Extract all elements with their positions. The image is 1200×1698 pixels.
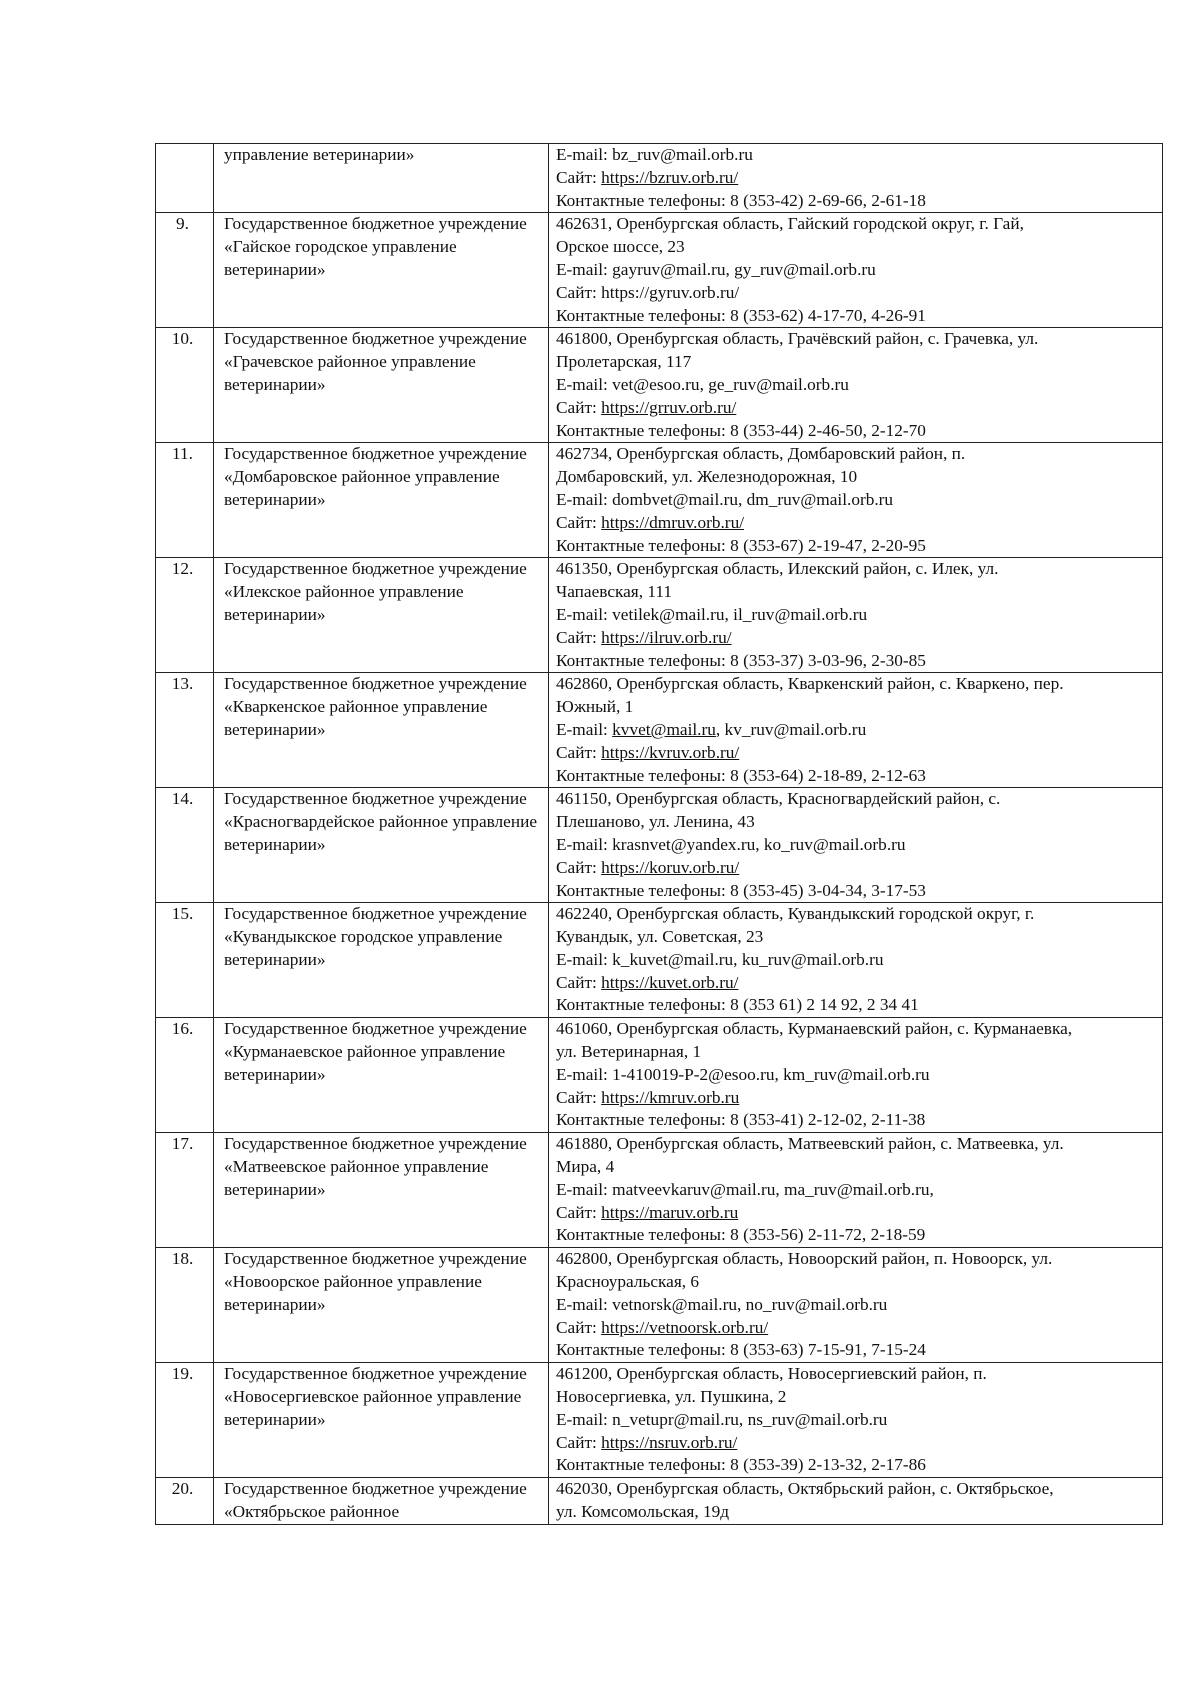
contact-info	[549, 213, 1163, 328]
email-label: E-mail:	[556, 1294, 613, 1314]
email-line	[556, 1409, 1158, 1432]
organization-name: Государственное бюджетное учреждение «Кувандыкское городское управление ветеринарии»	[214, 903, 549, 1018]
site-line	[556, 167, 1158, 190]
organization-name: Государственное бюджетное учреждение «Курманаевское районное управление ветеринарии»	[214, 1018, 549, 1133]
row-number: 13.	[156, 673, 214, 788]
address-line: Мира, 4	[556, 1157, 615, 1177]
email-address: dombvet@mail.ru, dm_ruv@mail.orb.ru	[612, 489, 894, 509]
organization-name: Государственное бюджетное учреждение «Кваркенское районное управление ветеринарии»	[214, 673, 549, 788]
site-link[interactable]: https://ilruv.orb.ru/	[601, 627, 732, 647]
table-row	[156, 328, 1163, 443]
organization-name: Государственное бюджетное учреждение «Гайское городское управление ветеринарии»	[214, 213, 549, 328]
address-line: Плешаново, ул. Ленина, 43	[556, 812, 755, 832]
contact-info	[549, 558, 1163, 673]
table-row	[156, 1018, 1163, 1133]
row-number: 19.	[156, 1363, 214, 1478]
organization-name: управление ветеринарии»	[214, 144, 549, 213]
site-link[interactable]: https://maruv.orb.ru	[601, 1202, 739, 1222]
organization-name: Государственное бюджетное учреждение «Новоорское районное управление ветеринарии»	[214, 1248, 549, 1363]
email-label: E-mail:	[556, 145, 613, 164]
email-line	[556, 949, 1158, 972]
email-label: E-mail:	[556, 259, 613, 279]
email-line	[556, 604, 1158, 627]
phones-line: Контактные телефоны: 8 (353-42) 2-69-66, 2-61-18	[556, 190, 926, 210]
address-line: 461200, Оренбургская область, Новосергиевский район, п.	[556, 1364, 987, 1384]
phones-line: Контактные телефоны: 8 (353-39) 2-13-32, 2-17-86	[556, 1455, 926, 1475]
phones-line: Контактные телефоны: 8 (353-62) 4-17-70, 4-26-91	[556, 305, 926, 325]
site-link[interactable]: https://kvruv.orb.ru/	[601, 742, 740, 762]
site-line	[556, 742, 1158, 765]
row-number: 16.	[156, 1018, 214, 1133]
phones-line: Контактные телефоны: 8 (353-56) 2-11-72, 2-18-59	[556, 1225, 926, 1245]
row-number: 11.	[156, 443, 214, 558]
row-number: 17.	[156, 1133, 214, 1248]
organization-name: Государственное бюджетное учреждение «Илекское районное управление ветеринарии»	[214, 558, 549, 673]
veterinary-institutions-table	[155, 143, 1163, 1525]
site-line	[556, 1317, 1158, 1340]
site-label: Сайт:	[556, 1087, 602, 1107]
contact-info	[549, 328, 1163, 443]
contact-info	[549, 1363, 1163, 1478]
site-line	[556, 972, 1158, 995]
address-line: 461060, Оренбургская область, Курманаевский район, с. Курманаевка,	[556, 1019, 1073, 1039]
email-line	[556, 834, 1158, 857]
address-line: Пролетарская, 117	[556, 352, 692, 372]
row-number	[156, 144, 214, 213]
email-label: E-mail:	[556, 719, 613, 739]
site-line	[556, 1432, 1158, 1455]
address-line: 461350, Оренбургская область, Илекский район, с. Илек, ул.	[556, 559, 999, 579]
email-address: , kv_ruv@mail.orb.ru	[715, 719, 867, 739]
organization-name: Государственное бюджетное учреждение «Новосергиевское районное управление ветеринарии»	[214, 1363, 549, 1478]
site-label: Сайт:	[556, 512, 602, 532]
row-number: 12.	[156, 558, 214, 673]
address-line: 462631, Оренбургская область, Гайский городской округ, г. Гай,	[556, 214, 1024, 234]
organization-name: Государственное бюджетное учреждение «Матвеевское районное управление ветеринарии»	[214, 1133, 549, 1248]
email-address: gayruv@mail.ru, gy_ruv@mail.orb.ru	[612, 259, 876, 279]
site-label: Сайт:	[556, 627, 602, 647]
phones-line: Контактные телефоны: 8 (353-37) 3-03-96, 2-30-85	[556, 650, 926, 670]
email-line	[556, 489, 1158, 512]
phones-line: Контактные телефоны: 8 (353-41) 2-12-02, 2-11-38	[556, 1110, 926, 1130]
address-line: 461150, Оренбургская область, Красногвардейский район, с.	[556, 789, 1001, 809]
email-address: 1-410019-P-2@esoo.ru, km_ruv@mail.orb.ru	[612, 1064, 930, 1084]
row-number: 10.	[156, 328, 214, 443]
contact-info	[549, 144, 1163, 213]
table-row	[156, 788, 1163, 903]
email-line	[556, 1294, 1158, 1317]
site-link[interactable]: https://vetnoorsk.orb.ru/	[601, 1317, 769, 1337]
site-label: Сайт:	[556, 1202, 602, 1222]
email-link[interactable]: kvvet@mail.ru	[612, 719, 716, 739]
phones-line: Контактные телефоны: 8 (353-45) 3-04-34, 3-17-53	[556, 880, 926, 900]
site-line	[556, 397, 1158, 420]
site-label: Сайт:	[556, 1432, 602, 1452]
contact-info	[549, 788, 1163, 903]
address-line: Красноуральская, 6	[556, 1272, 700, 1292]
address-line: ул. Ветеринарная, 1	[556, 1042, 702, 1062]
phones-line: Контактные телефоны: 8 (353-44) 2-46-50, 2-12-70	[556, 420, 926, 440]
email-address: n_vetupr@mail.ru, ns_ruv@mail.orb.ru	[612, 1409, 888, 1429]
site-line	[556, 1087, 1158, 1110]
table-row	[156, 1133, 1163, 1248]
address-line: Южный, 1	[556, 697, 634, 717]
email-address: vetilek@mail.ru, il_ruv@mail.orb.ru	[612, 604, 868, 624]
organization-name: Государственное бюджетное учреждение «Грачевское районное управление ветеринарии»	[214, 328, 549, 443]
email-label: E-mail:	[556, 374, 613, 394]
email-address: vetnorsk@mail.ru, no_ruv@mail.orb.ru	[612, 1294, 888, 1314]
contact-info	[549, 1018, 1163, 1133]
table-row	[156, 903, 1163, 1018]
email-label: E-mail:	[556, 949, 613, 969]
email-address: bz_ruv@mail.orb.ru	[612, 145, 753, 164]
contact-info	[549, 1478, 1163, 1525]
email-label: E-mail:	[556, 604, 613, 624]
row-number: 20.	[156, 1478, 214, 1525]
site-link[interactable]: https://koruv.orb.ru/	[601, 857, 740, 877]
site-link[interactable]: https://kmruv.orb.ru	[601, 1087, 740, 1107]
table-row	[156, 144, 1163, 213]
site-label: Сайт:	[556, 857, 602, 877]
email-label: E-mail:	[556, 834, 613, 854]
site-line	[556, 627, 1158, 650]
email-line	[556, 1064, 1158, 1087]
phones-line: Контактные телефоны: 8 (353-67) 2-19-47, 2-20-95	[556, 535, 926, 555]
email-line	[556, 144, 1158, 167]
address-line: Чапаевская, 111	[556, 582, 673, 602]
email-address: k_kuvet@mail.ru, ku_ruv@mail.orb.ru	[612, 949, 884, 969]
row-number: 15.	[156, 903, 214, 1018]
site-label: Сайт:	[556, 1317, 602, 1337]
email-label: E-mail:	[556, 1409, 613, 1429]
email-address: matveevkaruv@mail.ru, ma_ruv@mail.orb.ru,	[612, 1179, 934, 1199]
site-line	[556, 282, 1158, 305]
address-line: Орское шоссе, 23	[556, 237, 685, 257]
address-line: Кувандык, ул. Советская, 23	[556, 927, 764, 947]
address-line: 461880, Оренбургская область, Матвеевский район, с. Матвеевка, ул.	[556, 1134, 1064, 1154]
phones-line: Контактные телефоны: 8 (353-64) 2-18-89, 2-12-63	[556, 765, 926, 785]
email-address: vet@esoo.ru, ge_ruv@mail.orb.ru	[612, 374, 849, 394]
organization-name: Государственное бюджетное учреждение «Домбаровское районное управление ветеринарии»	[214, 443, 549, 558]
site-label: Сайт:	[556, 742, 602, 762]
email-line	[556, 719, 1158, 742]
email-label: E-mail:	[556, 1179, 613, 1199]
address-line: Новосергиевка, ул. Пушкина, 2	[556, 1387, 787, 1407]
address-line: 461800, Оренбургская область, Грачёвский район, с. Грачевка, ул.	[556, 329, 1039, 349]
site-link[interactable]: https://gyruv.orb.ru/	[601, 282, 740, 302]
organization-name: Государственное бюджетное учреждение «Октябрьское районное	[214, 1478, 549, 1525]
table-row	[156, 1363, 1163, 1478]
site-label: Сайт:	[556, 972, 602, 992]
site-line	[556, 857, 1158, 880]
site-link[interactable]: https://bzruv.orb.ru/	[601, 167, 739, 187]
site-label: Сайт:	[556, 167, 602, 187]
address-line: 462240, Оренбургская область, Кувандыкский городской округ, г.	[556, 904, 1035, 924]
email-line	[556, 259, 1158, 282]
email-line	[556, 374, 1158, 397]
site-link[interactable]: https://dmruv.orb.ru/	[601, 512, 745, 532]
address-line: ул. Комсомольская, 19д	[556, 1502, 730, 1522]
site-line	[556, 512, 1158, 535]
table-row	[156, 558, 1163, 673]
contact-info	[549, 903, 1163, 1018]
table-row	[156, 443, 1163, 558]
row-number: 14.	[156, 788, 214, 903]
site-link[interactable]: https://nsruv.orb.ru/	[601, 1432, 738, 1452]
contact-info	[549, 673, 1163, 788]
table-row	[156, 213, 1163, 328]
table-body	[156, 144, 1163, 1525]
row-number: 9.	[156, 213, 214, 328]
address-line: 462030, Оренбургская область, Октябрьский район, с. Октябрьское,	[556, 1479, 1054, 1499]
phones-line: Контактные телефоны: 8 (353-63) 7-15-91, 7-15-24	[556, 1340, 926, 1360]
organization-name: Государственное бюджетное учреждение «Красногвардейское районное управление ветеринарии»	[214, 788, 549, 903]
contact-info	[549, 443, 1163, 558]
address-line: 462734, Оренбургская область, Домбаровский район, п.	[556, 444, 966, 464]
contact-info	[549, 1248, 1163, 1363]
table-row	[156, 673, 1163, 788]
email-line	[556, 1179, 1158, 1202]
site-line	[556, 1202, 1158, 1225]
contact-info	[549, 1133, 1163, 1248]
email-address: krasnvet@yandex.ru, ko_ruv@mail.orb.ru	[612, 834, 906, 854]
phones-line: Контактные телефоны: 8 (353 61) 2 14 92, 2 34 41	[556, 995, 919, 1015]
row-number: 18.	[156, 1248, 214, 1363]
site-link[interactable]: https://grruv.orb.ru/	[601, 397, 737, 417]
site-label: Сайт:	[556, 282, 602, 302]
address-line: 462800, Оренбургская область, Новоорский район, п. Новоорск, ул.	[556, 1249, 1053, 1269]
email-label: E-mail:	[556, 489, 613, 509]
site-label: Сайт:	[556, 397, 602, 417]
address-line: 462860, Оренбургская область, Кваркенский район, с. Кваркено, пер.	[556, 674, 1064, 694]
table-row	[156, 1478, 1163, 1525]
email-label: E-mail:	[556, 1064, 613, 1084]
site-link[interactable]: https://kuvet.orb.ru/	[601, 972, 739, 992]
table-row	[156, 1248, 1163, 1363]
address-line: Домбаровский, ул. Железнодорожная, 10	[556, 467, 858, 487]
